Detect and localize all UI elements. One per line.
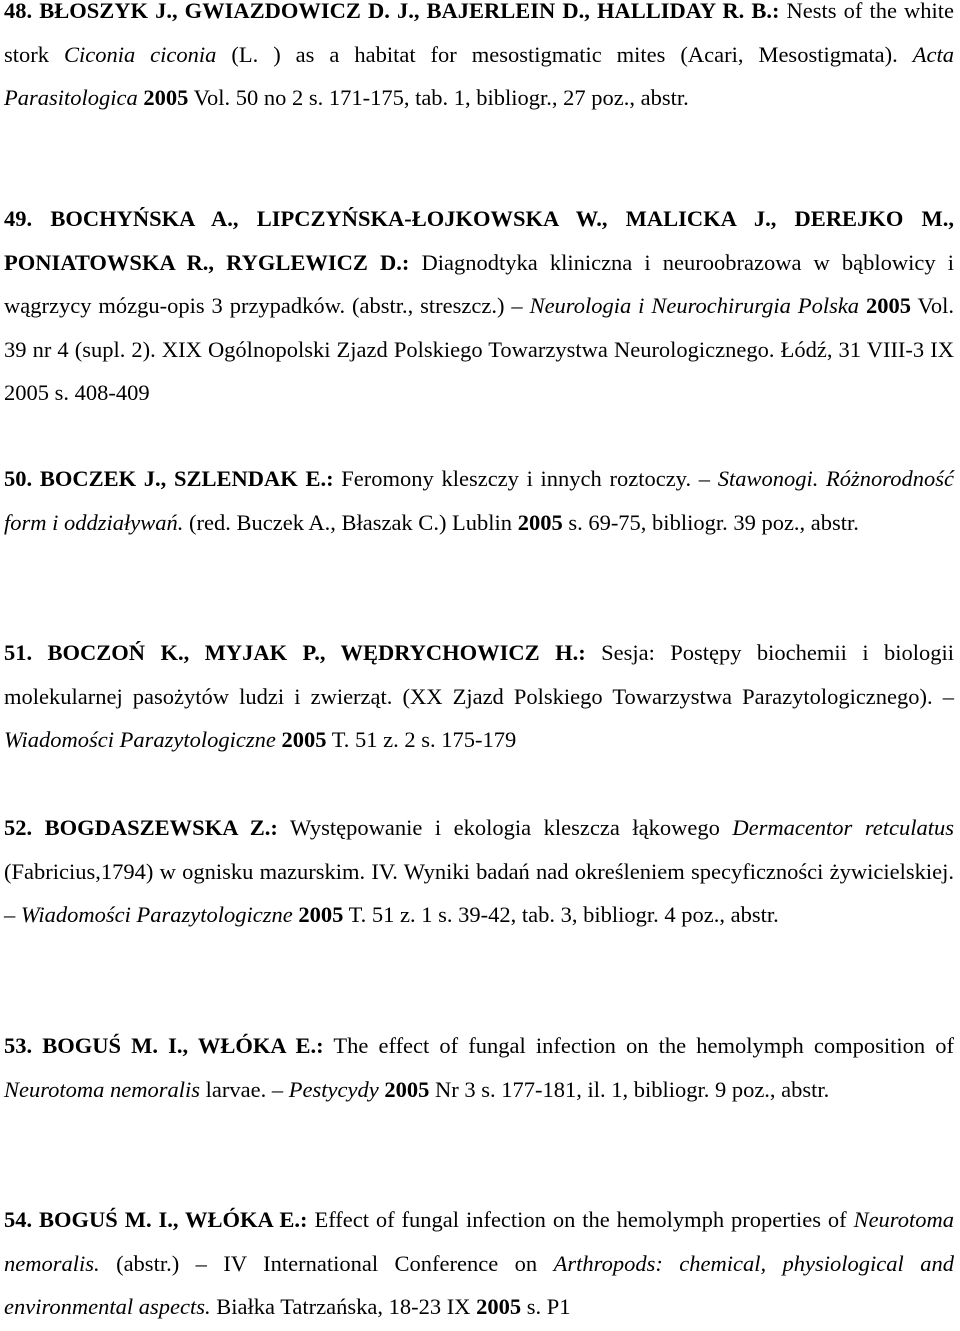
entry-year: 2005	[143, 85, 189, 111]
entry-italic-text: Neurotoma nemoralis	[4, 1076, 201, 1102]
entry-text: Vol. 39 nr 4 (supl. 2). XIX Ogólnopolski Zjazd Polskiego Towarzystwa Neurologicznego. Łódź, 31 VIII-3 IX 2005 s. 408-409	[4, 293, 954, 406]
entry-text: Vol. 50 no 2 s. 171-175, tab. 1, bibliogr., 27 poz., abstr.	[188, 85, 689, 111]
entry-text: T. 51 z. 2 s. 175-179	[326, 727, 517, 753]
entry-authors: 49. BOCHYŃSKA A., LIPCZYŃSKA-ŁOJKOWSKA W., MALICKA J., DEREJKO M., PONIATOWSKA R., RYGLEWICZ D.:	[4, 206, 954, 275]
entry-text: s. P1	[521, 1294, 571, 1320]
entry-italic-text: Wiadomości Parazytologiczne	[4, 727, 276, 753]
entry-italic-text: Dermacentor retculatus	[732, 815, 954, 840]
entry-text: Nests of the white stork	[4, 0, 954, 67]
bibliography-entry-52	[4, 806, 954, 937]
entry-text	[859, 293, 866, 318]
entry-authors: 52. BOGDASZEWSKA Z.:	[4, 815, 278, 840]
bibliography-entry-50	[4, 457, 954, 544]
entry-year: 2005	[517, 509, 563, 535]
entry-italic-text: Pestycydy	[288, 1076, 379, 1102]
entry-text: (red. Buczek A., Błaszak C.) Lublin	[183, 509, 518, 535]
entry-year: 2005	[281, 727, 327, 753]
entry-text: T. 51 z. 1 s. 39-42, tab. 3, bibliogr. 4 poz., abstr.	[343, 902, 779, 928]
entry-text: (abstr.) – IV International Conference on	[99, 1250, 554, 1276]
entry-text: Występowanie i ekologia kleszcza łąkowego	[277, 815, 733, 840]
entry-text: Nr 3 s. 177-181, il. 1, bibliogr. 9 poz., abstr.	[429, 1076, 830, 1102]
entry-year: 2005	[384, 1076, 430, 1102]
entry-authors: 50. BOCZEK J., SZLENDAK E.:	[4, 466, 334, 491]
entry-text: Feromony kleszczy i innych roztoczy. –	[333, 466, 718, 491]
entry-italic-text: Neurotoma nemoralis.	[4, 1207, 954, 1276]
entry-year: 2005	[298, 902, 344, 928]
entry-authors: 51. BOCZOŃ K., MYJAK P., WĘDRYCHOWICZ H.:	[4, 640, 586, 665]
entry-text: The effect of fungal infection on the hemolymph composition of	[323, 1033, 954, 1058]
bibliography-entry-49	[4, 197, 954, 415]
entry-year: 2005	[476, 1294, 522, 1320]
entry-text: (Fabricius,1794) w ognisku mazurskim. IV. Wyniki badań nad określeniem specyficzności żywicielskiej. –	[4, 858, 954, 928]
bibliography-entry-51	[4, 631, 954, 762]
bibliography-entry-53	[4, 1024, 954, 1111]
entry-authors: 53. BOGUŚ M. I., WŁÓKA E.:	[4, 1033, 324, 1058]
entry-text: Sesja: Postępy biochemii i biologii molekularnej pasożytów ludzi i zwierząt. (XX Zjazd Polskiego Towarzystwa Parazytologicznego). –	[4, 640, 954, 709]
entry-italic-text: Stawonogi. Różnorodność form i oddziaływań.	[4, 466, 954, 535]
entry-text: s. 69-75, bibliogr. 39 poz., abstr.	[562, 509, 859, 535]
entry-italic-text: Ciconia ciconia	[63, 41, 217, 67]
entry-text: Diagnodtyka kliniczna i neuroobrazowa w bąblowicy i wągrzycy mózgu-opis 3 przypadków. (abstr., streszcz.) –	[4, 249, 954, 319]
bibliography-entry-48	[4, 0, 954, 120]
entry-italic-text: Neurologia i Neurochirurgia Polska	[529, 293, 860, 319]
entry-text: Effect of fungal infection on the hemolymph properties of	[307, 1207, 854, 1232]
entry-italic-text: Wiadomości Parazytologiczne	[20, 902, 293, 928]
entry-italic-text: Acta Parasitologica	[4, 41, 954, 111]
entry-text: larvae. –	[200, 1076, 289, 1102]
entry-text: (L. ) as a habitat for mesostigmatic mites (Acari, Mesostigmata).	[216, 41, 913, 67]
entry-text: Białka Tatrzańska, 18-23 IX	[210, 1294, 477, 1320]
entry-authors: 48. BŁOSZYK J., GWIAZDOWICZ D. J., BAJERLEIN D., HALLIDAY R. B.:	[4, 0, 780, 23]
entry-year: 2005	[865, 293, 911, 319]
entry-italic-text: Arthropods: chemical, physiological and environmental aspects.	[4, 1250, 954, 1320]
entry-authors: 54. BOGUŚ M. I., WŁÓKA E.:	[4, 1207, 308, 1232]
bibliography-entry-54	[4, 1198, 954, 1329]
